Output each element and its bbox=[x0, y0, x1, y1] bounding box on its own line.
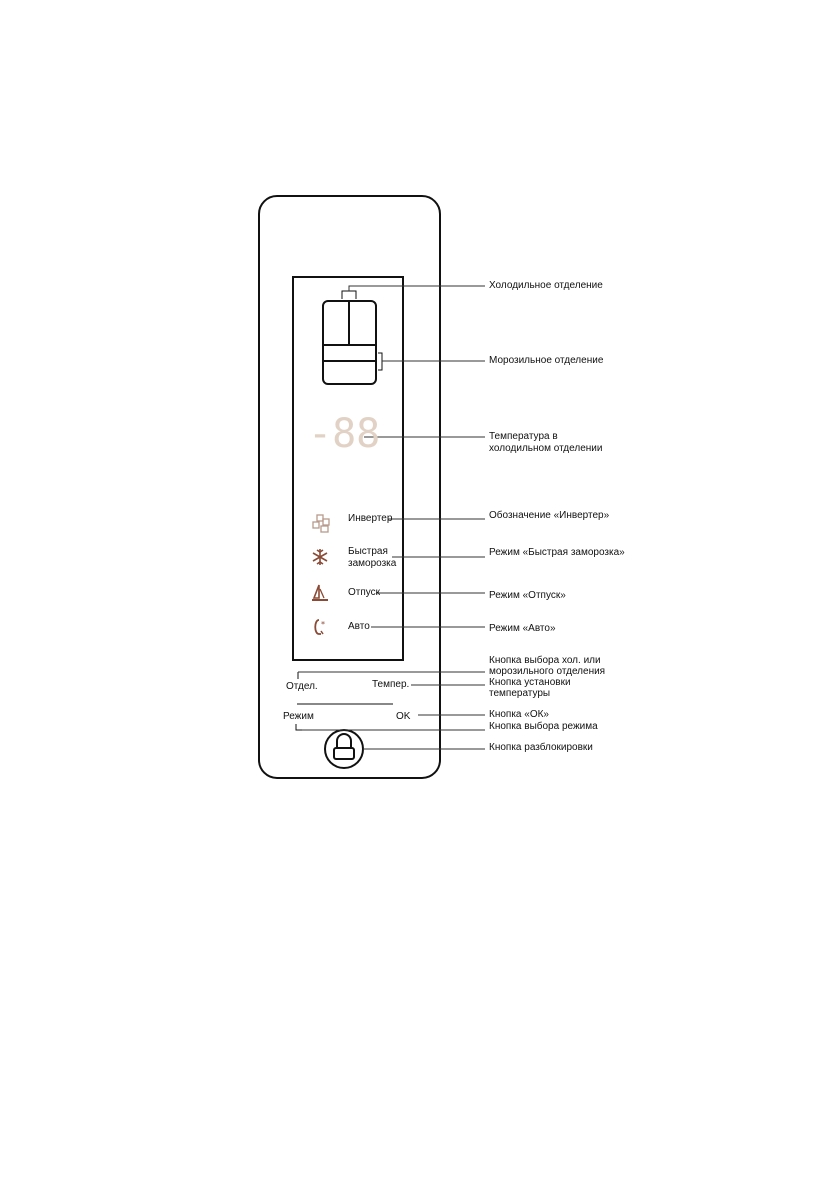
svg-text:*: * bbox=[321, 620, 325, 629]
annotation-quick-freeze-mode: Режим «Быстрая заморозка» bbox=[489, 547, 625, 558]
annotation-ok-button: Кнопка «ОК» bbox=[489, 709, 549, 720]
annotation-auto-mode: Режим «Авто» bbox=[489, 623, 556, 634]
compartment-button[interactable]: Отдел. bbox=[286, 681, 318, 692]
mode-button-tick bbox=[296, 724, 302, 730]
snowflake-icon bbox=[311, 548, 329, 566]
fridge-freezer-icon bbox=[323, 291, 382, 384]
quick-freeze-label-line1: Быстрая bbox=[348, 546, 388, 557]
annotation-compartment-button-line1: Кнопка выбора хол. или bbox=[489, 655, 601, 666]
auto-label: Авто bbox=[348, 621, 370, 632]
annotation-fridge-temp-line2: холодильном отделении bbox=[489, 443, 603, 454]
annotation-unlock-button: Кнопка разблокировки bbox=[489, 742, 593, 753]
annotation-fridge-temp-line1: Температура в bbox=[489, 431, 558, 442]
fridge-temp-digits: -88 bbox=[308, 411, 381, 457]
inverter-cubes-icon bbox=[310, 514, 332, 534]
annotation-temp-button-line2: температуры bbox=[489, 688, 551, 699]
temperature-button[interactable]: Темпер. bbox=[372, 679, 410, 690]
sailboat-icon bbox=[311, 583, 329, 603]
annotation-compartment-button-line2: морозильного отделения bbox=[489, 666, 606, 677]
ok-button[interactable]: OK bbox=[396, 711, 411, 722]
unlock-button[interactable] bbox=[325, 730, 363, 768]
vacation-label: Отпуск bbox=[348, 587, 381, 598]
auto-mode-icon bbox=[311, 617, 329, 637]
mode-button[interactable]: Режим bbox=[283, 711, 314, 722]
annotation-mode-button: Кнопка выбора режима bbox=[489, 721, 598, 732]
annotation-inverter-indicator: Обозначение «Инвертер» bbox=[489, 510, 610, 521]
annotation-vacation-mode: Режим «Отпуск» bbox=[489, 590, 566, 601]
quick-freeze-label-line2: заморозка bbox=[348, 558, 397, 569]
inverter-label: Инвертер bbox=[348, 513, 393, 524]
annotation-temp-button-line1: Кнопка установки bbox=[489, 677, 571, 688]
annotation-freezer-compartment: Морозильное отделение bbox=[489, 355, 604, 366]
annotation-fridge-compartment: Холодильное отделение bbox=[489, 280, 603, 291]
